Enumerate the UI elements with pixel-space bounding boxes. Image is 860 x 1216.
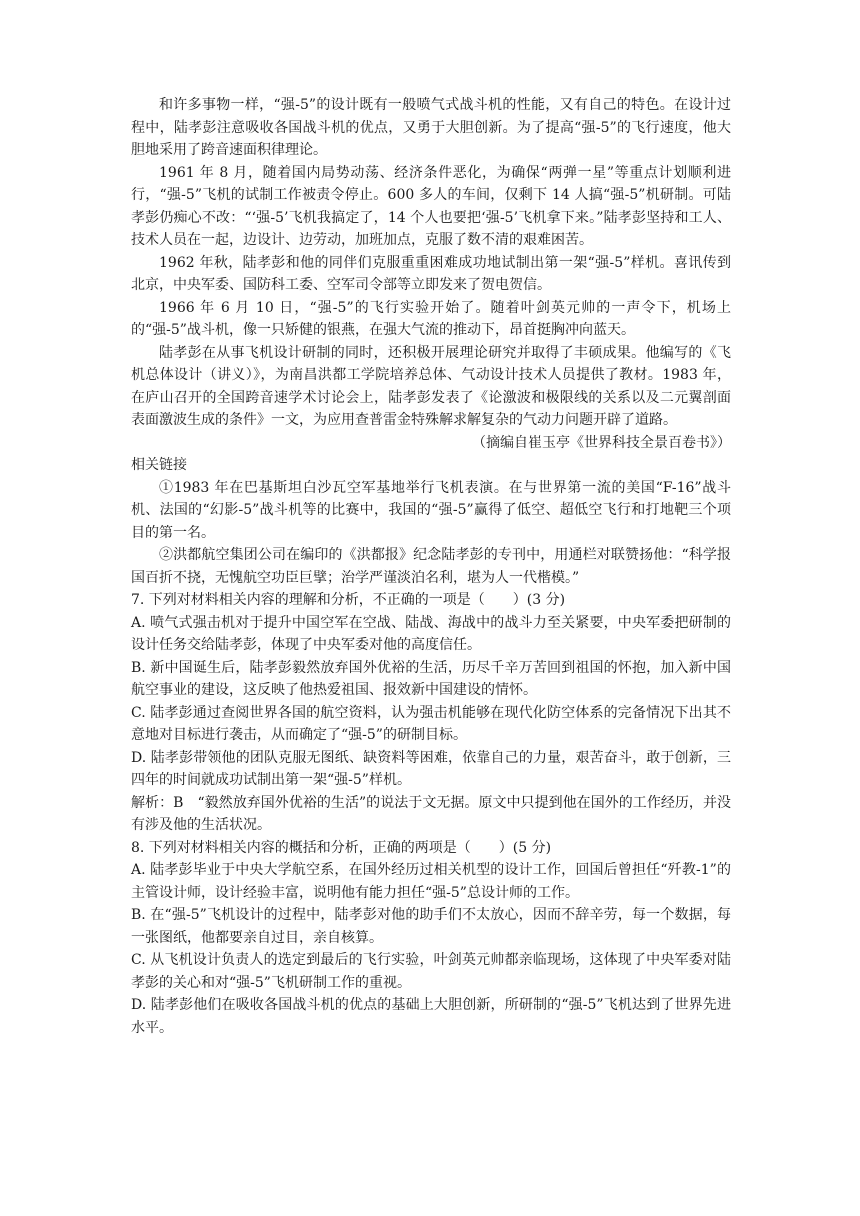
question-option: B. 在“强-5”飞机设计的过程中，陆孝彭对他的助手们不太放心，因而不辞辛劳，每一个数据，每一张图纸，他都要亲自过目，亲自核算。 xyxy=(131,907,731,946)
links-heading: 相关链接 xyxy=(131,457,187,473)
question-option: A. 喷气式强击机对于提升中国空军在空战、陆战、海战中的战斗力至关紧要，中央军委把研制的设计任务交给陆孝彭，体现了中央军委对他的高度信任。 xyxy=(131,614,731,653)
question-option: D. 陆孝彭带领他的团队克服无图纸、缺资料等困难，依靠自己的力量，艰苦奋斗，敢于创新，三四年的时间就成功试制出第一架“强-5”样机。 xyxy=(131,749,731,788)
question-analysis: 解析：B “毅然放弃国外优裕的生活”的说法于文无据。原文中只提到他在国外的工作经历，并没有涉及他的生活状况。 xyxy=(131,794,731,833)
article-paragraph: 和许多事物一样，“强-5”的设计既有一般喷气式战斗机的性能，又有自己的特色。在设计过程中，陆孝彭注意吸收各国战斗机的优点，又勇于大胆创新。为了提高“强-5”的飞行速度，他大胆地采用了跨音速面积律理论。 xyxy=(131,97,731,158)
article-paragraph: 陆孝彭在从事飞机设计研制的同时，还积极开展理论研究并取得了丰硕成果。他编写的《飞机总体设计（讲义）》，为南昌洪都工学院培养总体、气动设计技术人员提供了教材。1983 年，在庐山召开的全国跨音速学术讨论会上，陆孝彭发表了《论激波和极限线的关系以及二元翼剖面表面激波生成的条件》一文，为应用查普雷金特殊解求解复杂的气动力问题开辟了道路。 xyxy=(131,344,731,428)
article-paragraph: 1961 年 8 月，随着国内局势动荡、经济条件恶化，为确保“两弹一星”等重点计划顺利进行，“强-5”飞机的试制工作被责令停止。600 多人的车间，仅剩下 14 人搞“强-5”机研制。可陆孝彭仍痴心不改：“‘强-5’飞机我搞定了，14 个人也要把‘强-5’飞机拿下来。”陆孝彭坚持和工人、技术人员在一起，边设计、边劳动，加班加点，克服了数不清的艰难困苦。 xyxy=(131,164,731,248)
question-option: B. 新中国诞生后，陆孝彭毅然放弃国外优裕的生活，历尽千辛万苦回到祖国的怀抱，加入新中国航空事业的建设，这反映了他热爱祖国、报效新中国建设的情怀。 xyxy=(131,659,731,698)
document-page xyxy=(131,94,731,1039)
question-option: C. 从飞机设计负责人的选定到最后的飞行实验，叶剑英元帅都亲临现场，这体现了中央军委对陆孝彭的关心和对“强-5”飞机研制工作的重视。 xyxy=(131,952,731,991)
link-item: ①1983 年在巴基斯坦白沙瓦空军基地举行飞机表演。在与世界第一流的美国“F-16”战斗机、法国的“幻影-5”战斗机等的比赛中，我国的“强-5”赢得了低空、超低空飞行和打地靶三个项目的第一名。 xyxy=(131,479,731,541)
article-paragraph: 1966 年 6 月 10 日，“强-5”的飞行实验开始了。随着叶剑英元帅的一声令下，机场上的“强-5”战斗机，像一只矫健的银燕，在强大气流的推动下，昂首挺胸冲向蓝天。 xyxy=(131,299,731,338)
question-option: C. 陆孝彭通过查阅世界各国的航空资料，认为强击机能够在现代化防空体系的完备情况下出其不意地对目标进行袭击，从而确定了“强-5”的研制目标。 xyxy=(131,704,731,743)
link-item: ②洪都航空集团公司在编印的《洪都报》纪念陆孝彭的专刊中，用通栏对联赞扬他：“科学报国百折不挠，无愧航空功臣巨擘；治学严谨淡泊名利，堪为人一代楷模。” xyxy=(131,547,731,586)
question-stem: 7. 下列对材料相关内容的理解和分析，不正确的一项是（ ）(3 分) xyxy=(131,592,566,608)
question-option: A. 陆孝彭毕业于中央大学航空系，在国外经历过相关机型的设计工作，回国后曾担任“歼教-1”的主管设计师，设计经验丰富，说明他有能力担任“强-5”总设计师的工作。 xyxy=(131,862,731,901)
article-source: （摘编自崔玉亭《世界科技全景百卷书》） xyxy=(472,434,731,451)
question-option: D. 陆孝彭他们在吸收各国战斗机的优点的基础上大胆创新，所研制的“强-5”飞机达到了世界先进水平。 xyxy=(131,997,731,1036)
question-stem: 8. 下列对材料相关内容的概括和分析，正确的两项是（ ）(5 分) xyxy=(131,839,552,856)
article-paragraph: 1962 年秋，陆孝彭和他的同伴们克服重重困难成功地试制出第一架“强-5”样机。喜讯传到北京，中央军委、国防科工委、空军司令部等立即发来了贺电贺信。 xyxy=(131,254,731,293)
